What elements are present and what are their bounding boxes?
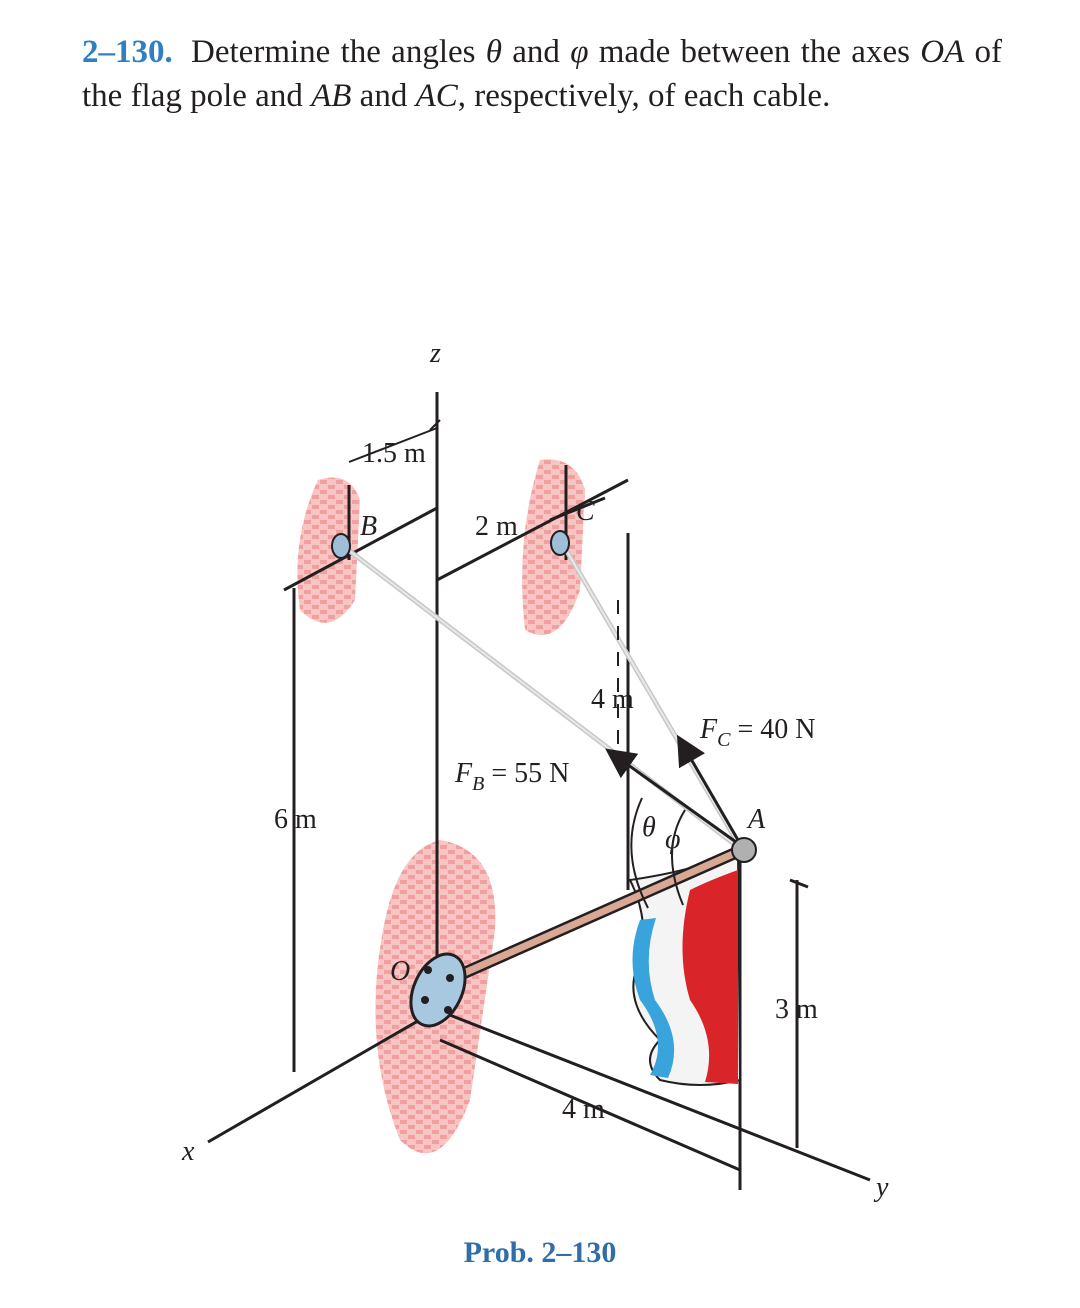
phi-symbol: φ bbox=[570, 34, 589, 70]
label-theta: θ bbox=[642, 812, 656, 843]
y-axis bbox=[437, 1010, 870, 1180]
anchor-b bbox=[332, 534, 350, 558]
label-b: B bbox=[360, 511, 378, 542]
label-3-m: 3 m bbox=[775, 994, 818, 1025]
label-fb: $F_B = 55$ N bbox=[455, 758, 570, 795]
problem-text-6: , respectively, of each cable. bbox=[457, 78, 831, 114]
label-o: O bbox=[390, 956, 411, 987]
label-4-m-vertical: 4 m bbox=[591, 684, 634, 715]
figure-caption bbox=[0, 1236, 1080, 1270]
theta-symbol: θ bbox=[485, 34, 502, 70]
ab-label: AB bbox=[311, 78, 352, 114]
label-a: A bbox=[748, 804, 766, 835]
wall-brick-patches bbox=[297, 459, 585, 1153]
label-c: C bbox=[576, 496, 595, 527]
problem-text-5: and bbox=[351, 78, 416, 114]
anchor-c bbox=[551, 531, 569, 555]
problem-text-2: and bbox=[501, 34, 571, 70]
label-y: y bbox=[876, 1172, 889, 1203]
label-phi: φ bbox=[665, 824, 681, 855]
dim-3-tick-top bbox=[790, 880, 808, 887]
flag bbox=[630, 850, 740, 1085]
caption-text: Prob. 2–130 bbox=[463, 1236, 617, 1269]
problem-text-4: of the flag pole and bbox=[82, 34, 1003, 114]
problem-number: 2–130. bbox=[82, 34, 173, 70]
oa-label: OA bbox=[920, 34, 965, 70]
problem-text-3: made between the axes bbox=[588, 34, 921, 70]
label-1-5-m: 1.5 m bbox=[362, 438, 426, 469]
label-x: x bbox=[182, 1136, 195, 1167]
problem-text-1: Determine the angles bbox=[191, 34, 486, 70]
label-2-m: 2 m bbox=[475, 511, 518, 542]
label-z: z bbox=[430, 338, 441, 369]
label-6-m: 6 m bbox=[274, 804, 317, 835]
label-4-m-bottom: 4 m bbox=[562, 1094, 605, 1125]
ac-label: AC bbox=[415, 78, 458, 114]
label-fc: $F_C = 40$ N bbox=[700, 714, 816, 751]
